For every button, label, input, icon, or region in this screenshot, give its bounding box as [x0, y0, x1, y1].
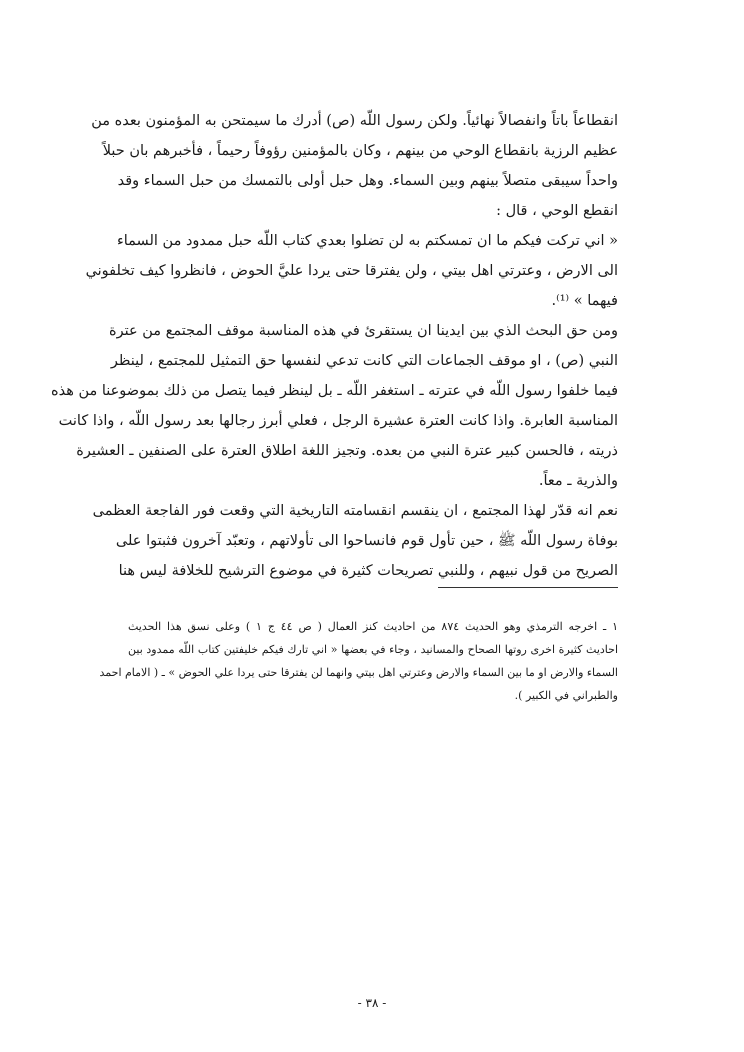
body-text [50, 106, 618, 586]
body-line-11: المناسبة العابرة. واذا كانت العترة عشيرة الرجل ، فعلي أبرز رجالها بعد رسول اللّه ، واذا كانت [58, 413, 618, 429]
footnotes [99, 615, 619, 707]
body-line-12: ذريته ، فالحسن كبير عترة النبي من بعده. وتجيز اللغة اطلاق العترة على الصنفين ـ العشيرة [76, 443, 618, 459]
body-line-9: النبي (ص) ، او موقف الجماعات التي كانت تدعي لنفسها حق التمثيل للمجتمع ، لينظر [110, 353, 618, 369]
footnote-line-3: السماء والارض او ما بين السماء والارض وعترتي اهل بيتي وانهما لن يفترقا حتى يردا علي الحوض » ـ ( الامام احمد [99, 666, 618, 679]
body-line-3: واحداً سيبقى متصلاً بينهم وبين السماء. وهل حبل أولى بالتمسك من حبل السماء وقد [117, 173, 618, 189]
body-line-1: انقطاعاً باتاً وانفصالاً نهائياً. ولكن رسول اللّه (ص) أدرك ما سيمتحن به المؤمنون بعده من [91, 113, 618, 129]
footnote-line-1: ١ ـ اخرجه الترمذي وهو الحديث ٨٧٤ من احاديث كنز العمال ( ص ٤٤ ج ١ ) وعلى نسق هذا الحديث [128, 620, 619, 633]
footnote-line-4: والطبراني في الكبير ). [514, 689, 618, 702]
page-number: - ٣٨ - [357, 996, 387, 1010]
body-line-8: ومن حق البحث الذي بين ايدينا ان يستقرئ في هذه المناسبة موقف المجتمع من عترة [109, 323, 618, 339]
body-line-16: الصريح من قول نبيهم ، وللنبي تصريحات كثيرة في موضوع الترشيح للخلافة ليس هنا [118, 563, 618, 579]
body-line-14: نعم انه قدّر لهذا المجتمع ، ان ينقسم انقسامته التاريخية التي وقعت فور الفاجعة العظمى [92, 503, 618, 519]
body-line-10: فيما خلفوا رسول اللّه في عترته ـ استغفر اللّه ـ بل لينظر فيما يتصل من ذلك بموضوعنا من هذه [50, 383, 618, 399]
body-line-5: « اني تركت فيكم ما ان تمسكتم به لن تضلوا بعدي كتاب اللّه حبل ممدود من السماء [116, 233, 618, 249]
body-line-7: فيهما » ⁽¹⁾. [551, 293, 618, 309]
body-line-15: بوفاة رسول اللّه ﷺ ، حين تأول قوم فانساحوا الى تأولاتهم ، وتعبّد آخرون فثبتوا على [115, 533, 618, 549]
footnote-divider [438, 587, 618, 588]
body-line-4: انقطع الوحي ، قال : [496, 203, 618, 219]
footnote-line-2: احاديث كثيرة اخرى روتها الصحاح والمسانيد ، وجاء في بعضها « اني تارك فيكم خليفتين كتاب اللّه ممدود بين [128, 643, 618, 656]
body-line-6: الى الارض ، وعترتي اهل بيتي ، ولن يفترقا حتى يردا عليَّ الحوض ، فانظروا كيف تخلفوني [85, 263, 618, 279]
body-line-2: عظيم الرزية بانقطاع الوحي من بينهم ، وكان بالمؤمنين رؤوفاً رحيماً ، فأخبرهم بان حبلاً [102, 143, 618, 159]
body-line-13: والذرية ـ معاً. [538, 473, 618, 489]
